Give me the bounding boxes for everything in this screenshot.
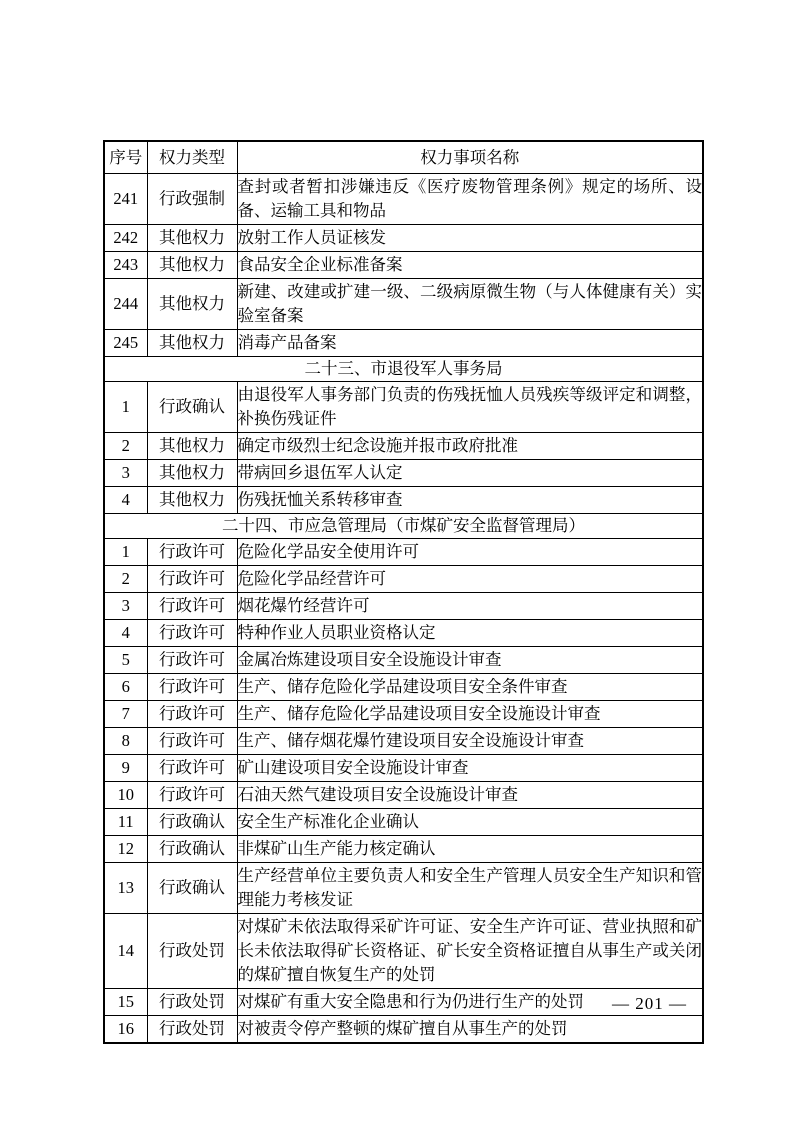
- cell-number: 1: [104, 539, 147, 566]
- cell-power-type: 其他权力: [147, 487, 237, 514]
- cell-power-type: 其他权力: [147, 225, 237, 252]
- cell-power-type: 行政许可: [147, 674, 237, 701]
- cell-number: 12: [104, 836, 147, 863]
- table-row: [104, 782, 703, 809]
- cell-power-item-name: 安全生产标准化企业确认: [237, 809, 703, 836]
- cell-power-item-name: 食品安全企业标准备案: [237, 252, 703, 279]
- table-row: [104, 914, 703, 989]
- section-title: 二十四、市应急管理局（市煤矿安全监督管理局）: [104, 514, 703, 539]
- cell-power-item-name: 对煤矿未依法取得采矿许可证、安全生产许可证、营业执照和矿长未依法取得矿长资格证、矿长安全资格证擅自从事生产或关闭的煤矿擅自恢复生产的处罚: [237, 914, 703, 989]
- cell-power-item-name: 生产、储存烟花爆竹建设项目安全设施设计审查: [237, 728, 703, 755]
- cell-power-type: 行政确认: [147, 809, 237, 836]
- table-row: [104, 225, 703, 252]
- cell-power-item-name: 非煤矿山生产能力核定确认: [237, 836, 703, 863]
- cell-power-type: 行政许可: [147, 728, 237, 755]
- table-row: [104, 566, 703, 593]
- table-row: [104, 647, 703, 674]
- cell-power-type: 行政许可: [147, 539, 237, 566]
- cell-power-type: 行政确认: [147, 382, 237, 433]
- cell-power-type: 行政许可: [147, 782, 237, 809]
- cell-number: 242: [104, 225, 147, 252]
- cell-number: 2: [104, 566, 147, 593]
- table-row: [104, 620, 703, 647]
- cell-power-item-name: 对煤矿有重大安全隐患和行为仍进行生产的处罚: [237, 989, 703, 1016]
- section-header-row: [104, 357, 703, 382]
- table-header-row: [104, 141, 703, 174]
- cell-number: 244: [104, 279, 147, 330]
- cell-number: 9: [104, 755, 147, 782]
- table-row: [104, 174, 703, 225]
- cell-power-item-name: 伤残抚恤关系转移审查: [237, 487, 703, 514]
- table-row: [104, 755, 703, 782]
- cell-number: 5: [104, 647, 147, 674]
- cell-power-type: 其他权力: [147, 433, 237, 460]
- cell-number: 3: [104, 460, 147, 487]
- table-row: [104, 863, 703, 914]
- cell-power-type: 行政许可: [147, 620, 237, 647]
- cell-number: 7: [104, 701, 147, 728]
- cell-number: 14: [104, 914, 147, 989]
- cell-power-item-name: 确定市级烈士纪念设施并报市政府批准: [237, 433, 703, 460]
- cell-number: 3: [104, 593, 147, 620]
- cell-number: 15: [104, 989, 147, 1016]
- table-row: [104, 836, 703, 863]
- cell-power-item-name: 石油天然气建设项目安全设施设计审查: [237, 782, 703, 809]
- cell-power-item-name: 由退役军人事务部门负责的伤残抚恤人员残疾等级评定和调整，补换伤残证件: [237, 382, 703, 433]
- cell-power-type: 行政确认: [147, 863, 237, 914]
- table-row: [104, 728, 703, 755]
- power-items-table: [103, 140, 704, 1044]
- cell-power-type: 其他权力: [147, 252, 237, 279]
- page-number: — 201 —: [612, 994, 687, 1013]
- table-row: [104, 382, 703, 433]
- cell-power-type: 行政强制: [147, 174, 237, 225]
- cell-power-type: 行政处罚: [147, 1016, 237, 1044]
- cell-number: 245: [104, 330, 147, 357]
- cell-power-type: 行政确认: [147, 836, 237, 863]
- header-cell-power-item-name: 权力事项名称: [237, 141, 703, 174]
- table-row: [104, 279, 703, 330]
- table-row: [104, 539, 703, 566]
- cell-number: 243: [104, 252, 147, 279]
- cell-power-item-name: 新建、改建或扩建一级、二级病原微生物（与人体健康有关）实验室备案: [237, 279, 703, 330]
- cell-power-type: 行政处罚: [147, 914, 237, 989]
- table-body: [104, 174, 703, 1044]
- cell-number: 2: [104, 433, 147, 460]
- cell-power-type: 行政许可: [147, 593, 237, 620]
- table-row: [104, 1016, 703, 1044]
- cell-number: 16: [104, 1016, 147, 1044]
- table-row: [104, 674, 703, 701]
- cell-power-item-name: 危险化学品安全使用许可: [237, 539, 703, 566]
- table-row: [104, 701, 703, 728]
- cell-power-item-name: 危险化学品经营许可: [237, 566, 703, 593]
- table-row: [104, 252, 703, 279]
- cell-number: 6: [104, 674, 147, 701]
- cell-power-item-name: 特种作业人员职业资格认定: [237, 620, 703, 647]
- cell-power-item-name: 金属冶炼建设项目安全设施设计审查: [237, 647, 703, 674]
- cell-power-type: 行政许可: [147, 566, 237, 593]
- cell-number: 10: [104, 782, 147, 809]
- cell-power-item-name: 对被责令停产整顿的煤矿擅自从事生产的处罚: [237, 1016, 703, 1044]
- cell-power-type: 行政许可: [147, 755, 237, 782]
- cell-power-item-name: 放射工作人员证核发: [237, 225, 703, 252]
- table-row: [104, 330, 703, 357]
- cell-power-type: 其他权力: [147, 330, 237, 357]
- cell-power-item-name: 矿山建设项目安全设施设计审查: [237, 755, 703, 782]
- cell-number: 11: [104, 809, 147, 836]
- cell-power-type: 行政处罚: [147, 989, 237, 1016]
- cell-number: 4: [104, 620, 147, 647]
- header-cell-power-type: 权力类型: [147, 141, 237, 174]
- table-row: [104, 809, 703, 836]
- table-row: [104, 487, 703, 514]
- table-row: [104, 460, 703, 487]
- cell-power-item-name: 生产经营单位主要负责人和安全生产管理人员安全生产知识和管理能力考核发证: [237, 863, 703, 914]
- cell-power-type: 其他权力: [147, 279, 237, 330]
- section-header-row: [104, 514, 703, 539]
- cell-power-type: 行政许可: [147, 647, 237, 674]
- cell-number: 8: [104, 728, 147, 755]
- header-cell-number: 序号: [104, 141, 147, 174]
- cell-number: 1: [104, 382, 147, 433]
- cell-number: 4: [104, 487, 147, 514]
- cell-power-item-name: 生产、储存危险化学品建设项目安全设施设计审查: [237, 701, 703, 728]
- cell-number: 241: [104, 174, 147, 225]
- cell-power-item-name: 查封或者暂扣涉嫌违反《医疗废物管理条例》规定的场所、设备、运输工具和物品: [237, 174, 703, 225]
- cell-number: 13: [104, 863, 147, 914]
- cell-power-item-name: 生产、储存危险化学品建设项目安全条件审查: [237, 674, 703, 701]
- cell-power-item-name: 烟花爆竹经营许可: [237, 593, 703, 620]
- cell-power-item-name: 消毒产品备案: [237, 330, 703, 357]
- cell-power-item-name: 带病回乡退伍军人认定: [237, 460, 703, 487]
- cell-power-type: 行政许可: [147, 701, 237, 728]
- section-title: 二十三、市退役军人事务局: [104, 357, 703, 382]
- table-row: [104, 593, 703, 620]
- cell-power-type: 其他权力: [147, 460, 237, 487]
- table-row: [104, 433, 703, 460]
